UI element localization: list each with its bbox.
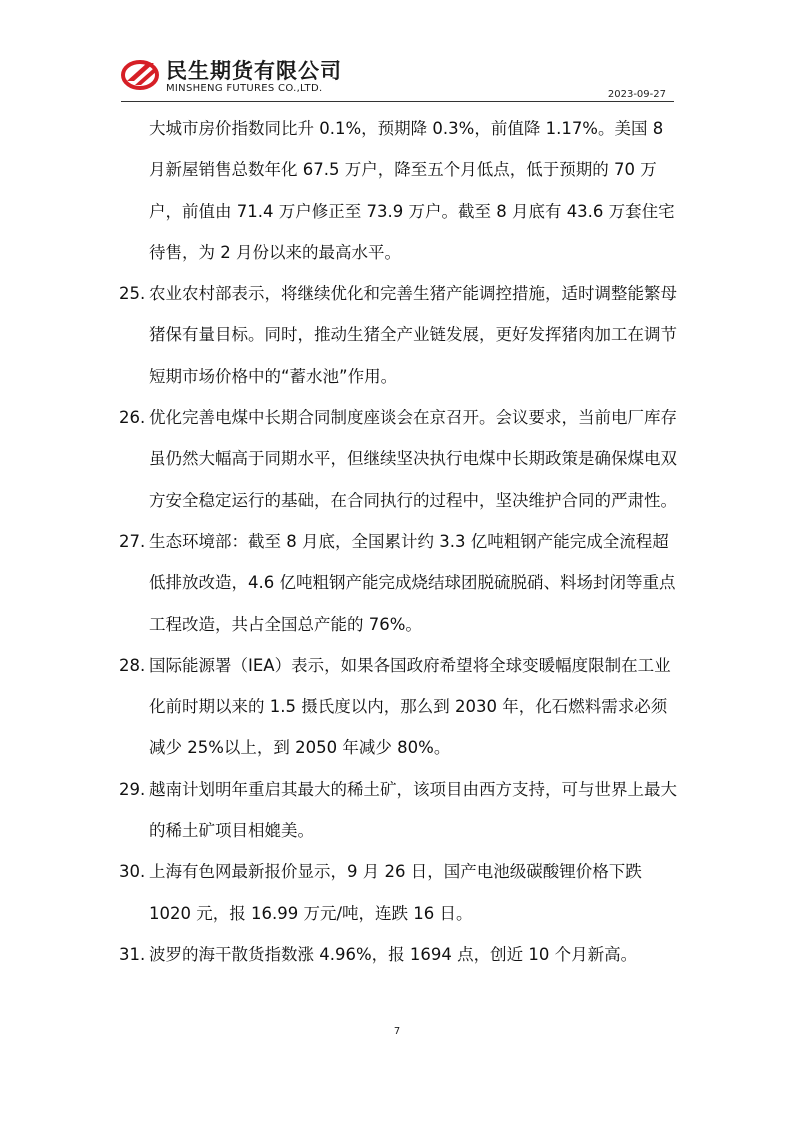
- item-number: 26.: [119, 408, 146, 428]
- report-date: 2023-09-27: [607, 89, 666, 100]
- minsheng-logo-icon: [121, 56, 161, 92]
- news-item-27: [119, 521, 679, 645]
- item-text: 农业农村部表示，将继续优化和完善生猪产能调控措施，适时调整能繁母猪保有量目标。同时，推动生猪全产业链发展，更好发挥猪肉加工在调节短期市场价格中的“蓄水池”作用。: [149, 284, 677, 386]
- item-number: 25.: [119, 284, 146, 304]
- news-list: [119, 108, 679, 975]
- page-header: [121, 52, 674, 102]
- company-name-cn: 民生期货有限公司: [166, 59, 342, 83]
- news-item-26: [119, 397, 679, 521]
- page-number: 7: [393, 1026, 401, 1037]
- item-number: 30.: [119, 862, 146, 882]
- paragraph-text: 大城市房价指数同比升 0.1%，预期降 0.3%，前值降 1.17%。美国 8 月新屋销售总数年化 67.5 万户，降至五个月低点，低于预期的 70 万户，前值由 71.4 万户修正至 73.9 万户。截至 8 月底有 43.6 万套住宅待售，为 2 月份以来的最高水平。: [149, 119, 675, 262]
- item-text: 优化完善电煤中长期合同制度座谈会在京召开。会议要求，当前电厂库存虽仍然大幅高于同期水平，但继续坚决执行电煤中长期政策是确保煤电双方安全稳定运行的基础，在合同执行的过程中，坚决维护合同的严肃性。: [149, 408, 677, 510]
- item-number: 31.: [119, 944, 146, 964]
- item-text: 生态环境部：截至 8 月底，全国累计约 3.3 亿吨粗钢产能完成全流程超低排放改造，4.6 亿吨粗钢产能完成烧结球团脱硫脱硝、料场封闭等重点工程改造，共占全国总产能的 76%。: [149, 531, 676, 634]
- news-item-30: [119, 851, 679, 934]
- item-number: 29.: [119, 779, 146, 799]
- item-text: 越南计划明年重启其最大的稀土矿，该项目由西方支持，可与世界上最大的稀土矿项目相媲美。: [149, 779, 677, 841]
- news-item-29: [119, 769, 679, 852]
- item-number: 27.: [119, 531, 146, 551]
- item-text: 上海有色网最新报价显示，9 月 26 日，国产电池级碳酸锂价格下跌 1020 元，报 16.99 万元/吨，连跌 16 日。: [149, 862, 642, 923]
- header-divider: [121, 101, 674, 102]
- news-item-25: [119, 273, 679, 397]
- item-text: 国际能源署（IEA）表示，如果各国政府希望将全球变暖幅度限制在工业化前时期以来的 1.5 摄氏度以内，那么到 2030 年，化石燃料需求必须减少 25%以上，到 2050 年减少 80%。: [149, 655, 671, 758]
- item-text: 波罗的海干散货指数涨 4.96%，报 1694 点，创近 10 个月新高。: [149, 944, 638, 964]
- continued-paragraph: [119, 108, 679, 273]
- news-item-31: [119, 934, 679, 975]
- company-name-en: MINSHENG FUTURES CO.,LTD.: [166, 83, 323, 94]
- item-number: 28.: [119, 655, 146, 675]
- news-item-28: [119, 645, 679, 769]
